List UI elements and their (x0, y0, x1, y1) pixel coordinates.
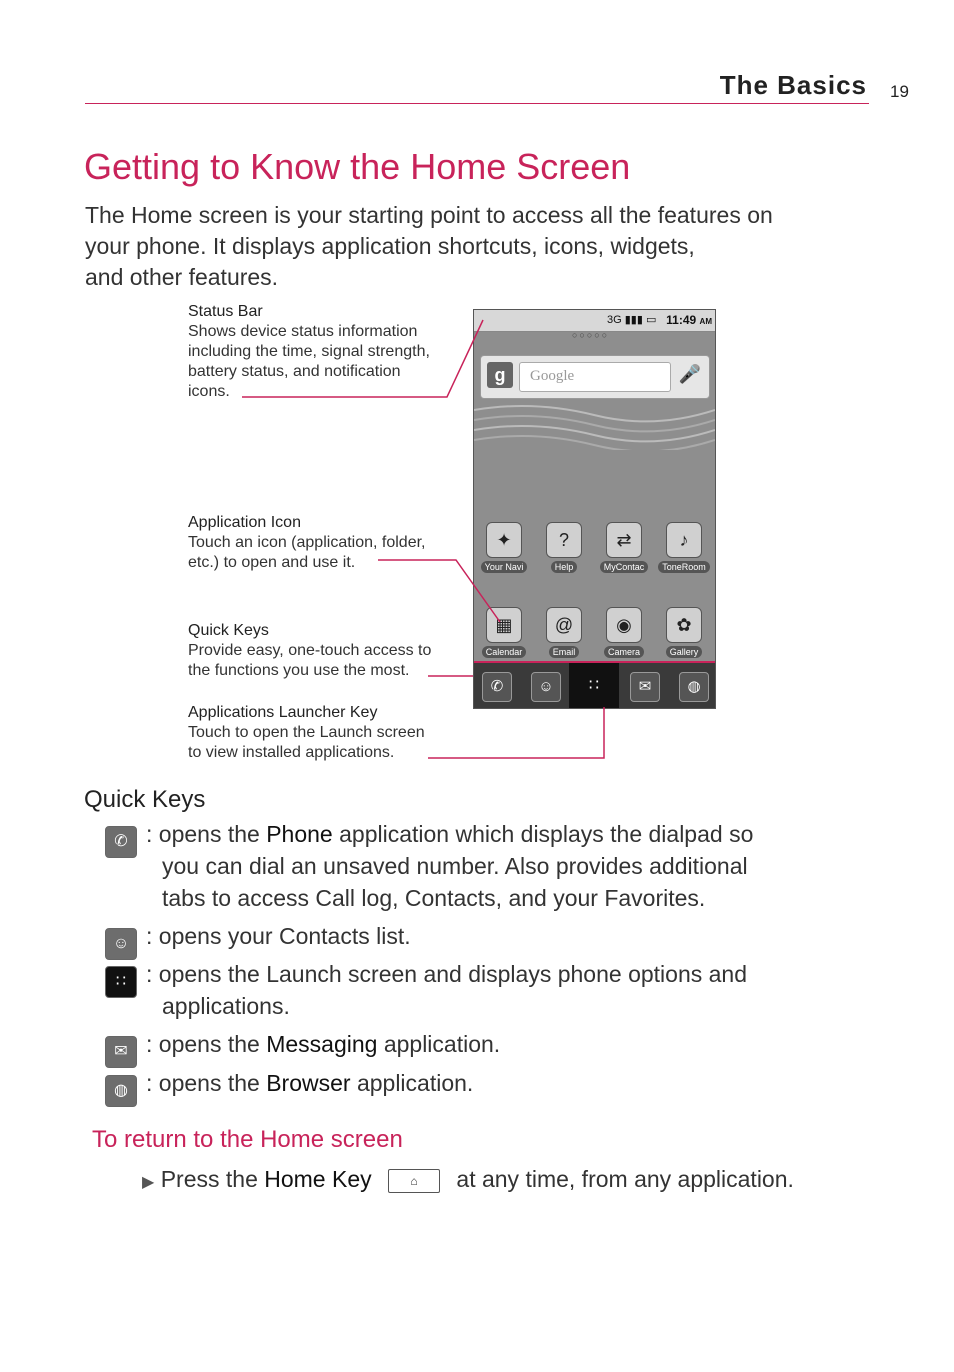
callout-line: Touch an icon (application, folder, (188, 534, 426, 551)
qk-line: : opens your Contacts list. (146, 923, 411, 949)
instruction-text: Press the (160, 1166, 265, 1192)
app-label: Your Navi (481, 561, 528, 573)
contacts-icon: ☺ (105, 928, 137, 960)
signal-battery-icon: 3G ▮▮▮ ▭ (607, 314, 657, 326)
qk-text: : opens the (146, 821, 267, 847)
browser-icon: ◍ (679, 672, 709, 702)
return-home-heading: To return to the Home screen (92, 1126, 403, 1153)
phone-icon: ✆ (482, 672, 512, 702)
email-icon: @ (546, 607, 582, 643)
sync-icon: ⇄ (606, 522, 642, 558)
callout-line: icons. (188, 383, 230, 400)
callout-line: including the time, signal strength, (188, 343, 430, 360)
qk-keyword: Browser (266, 1070, 351, 1096)
app-label: Camera (604, 646, 644, 658)
intro-line: The Home screen is your starting point to access all the features on (85, 202, 773, 228)
qk-text: : opens the (146, 1031, 267, 1057)
launcher-icon: ∷ (105, 966, 137, 998)
qk-text: application. (377, 1031, 501, 1057)
quick-keys-heading: Quick Keys (84, 786, 206, 813)
home-key-icon: ⌂ (388, 1169, 440, 1193)
qk-line: : opens the Launch screen and displays phone options and (146, 961, 747, 987)
app-label: MyContac (600, 561, 649, 573)
search-placeholder: Google (530, 368, 575, 384)
help-icon: ? (546, 522, 582, 558)
callout-line: Shows device status information (188, 323, 418, 340)
callout-line: to view installed applications. (188, 744, 395, 761)
phone-icon: ✆ (105, 826, 137, 858)
quick-key-browser-description (146, 1067, 846, 1099)
microphone-icon: 🎤 (678, 364, 701, 384)
instruction-keyword: Home Key (264, 1166, 372, 1192)
callout-title: Status Bar (188, 303, 263, 320)
app-label: Gallery (666, 646, 703, 658)
quick-key-contacts-description (146, 920, 846, 952)
qk-text: application. (350, 1070, 474, 1096)
gallery-icon: ✿ (666, 607, 702, 643)
intro-line: and other features. (85, 264, 279, 290)
callout-line: Provide easy, one-touch access to (188, 642, 432, 659)
qk-text: : opens the (146, 1070, 267, 1096)
app-label: Email (549, 646, 580, 658)
phone-ampm: AM (699, 317, 712, 326)
callout-line: Touch to open the Launch screen (188, 724, 425, 741)
messaging-icon: ✉ (630, 672, 660, 702)
qk-keyword: Messaging (266, 1031, 378, 1057)
callout-line: the functions you use the most. (188, 662, 410, 679)
callout-title: Application Icon (188, 514, 301, 531)
page-title: Getting to Know the Home Screen (84, 146, 631, 187)
messaging-icon: ✉ (105, 1036, 137, 1068)
instruction-text: at any time, from any application. (456, 1166, 794, 1192)
qk-line: you can dial an unsaved number. Also provides additional (162, 853, 748, 879)
compass-icon: ✦ (486, 522, 522, 558)
qk-line: applications. (162, 993, 290, 1019)
page-number: 19 (890, 82, 909, 101)
qk-keyword: Phone (266, 821, 333, 847)
browser-icon: ◍ (105, 1075, 137, 1107)
return-home-instruction (142, 1166, 794, 1193)
app-label: Calendar (482, 646, 527, 658)
qk-text: application which displays the dialpad so (332, 821, 754, 847)
callout-title: Quick Keys (188, 622, 269, 639)
quick-key-messaging-description (146, 1028, 846, 1060)
callout-title: Applications Launcher Key (188, 704, 378, 721)
quick-key-launcher-description (146, 958, 846, 1022)
callout-line: battery status, and notification (188, 363, 401, 380)
qk-line: tabs to access Call log, Contacts, and your Favorites. (162, 885, 706, 911)
google-g-icon: g (487, 362, 513, 388)
bullet-arrow-icon: ▶ (142, 1174, 155, 1191)
launcher-icon: ∷ (569, 663, 619, 709)
page-indicator-icon: ○○○○○ (572, 330, 610, 340)
phone-time: 11:49 (666, 313, 697, 327)
app-label: ToneRoom (658, 561, 710, 573)
music-note-icon: ♪ (666, 522, 702, 558)
section-title: The Basics (719, 70, 867, 100)
calendar-icon: ▦ (486, 607, 522, 643)
quick-key-phone-description (146, 818, 846, 914)
callout-line: etc.) to open and use it. (188, 554, 356, 571)
contacts-icon: ☺ (531, 672, 561, 702)
camera-icon: ◉ (606, 607, 642, 643)
app-label: Help (551, 561, 578, 573)
intro-line: your phone. It displays application shortcuts, icons, widgets, (85, 233, 695, 259)
